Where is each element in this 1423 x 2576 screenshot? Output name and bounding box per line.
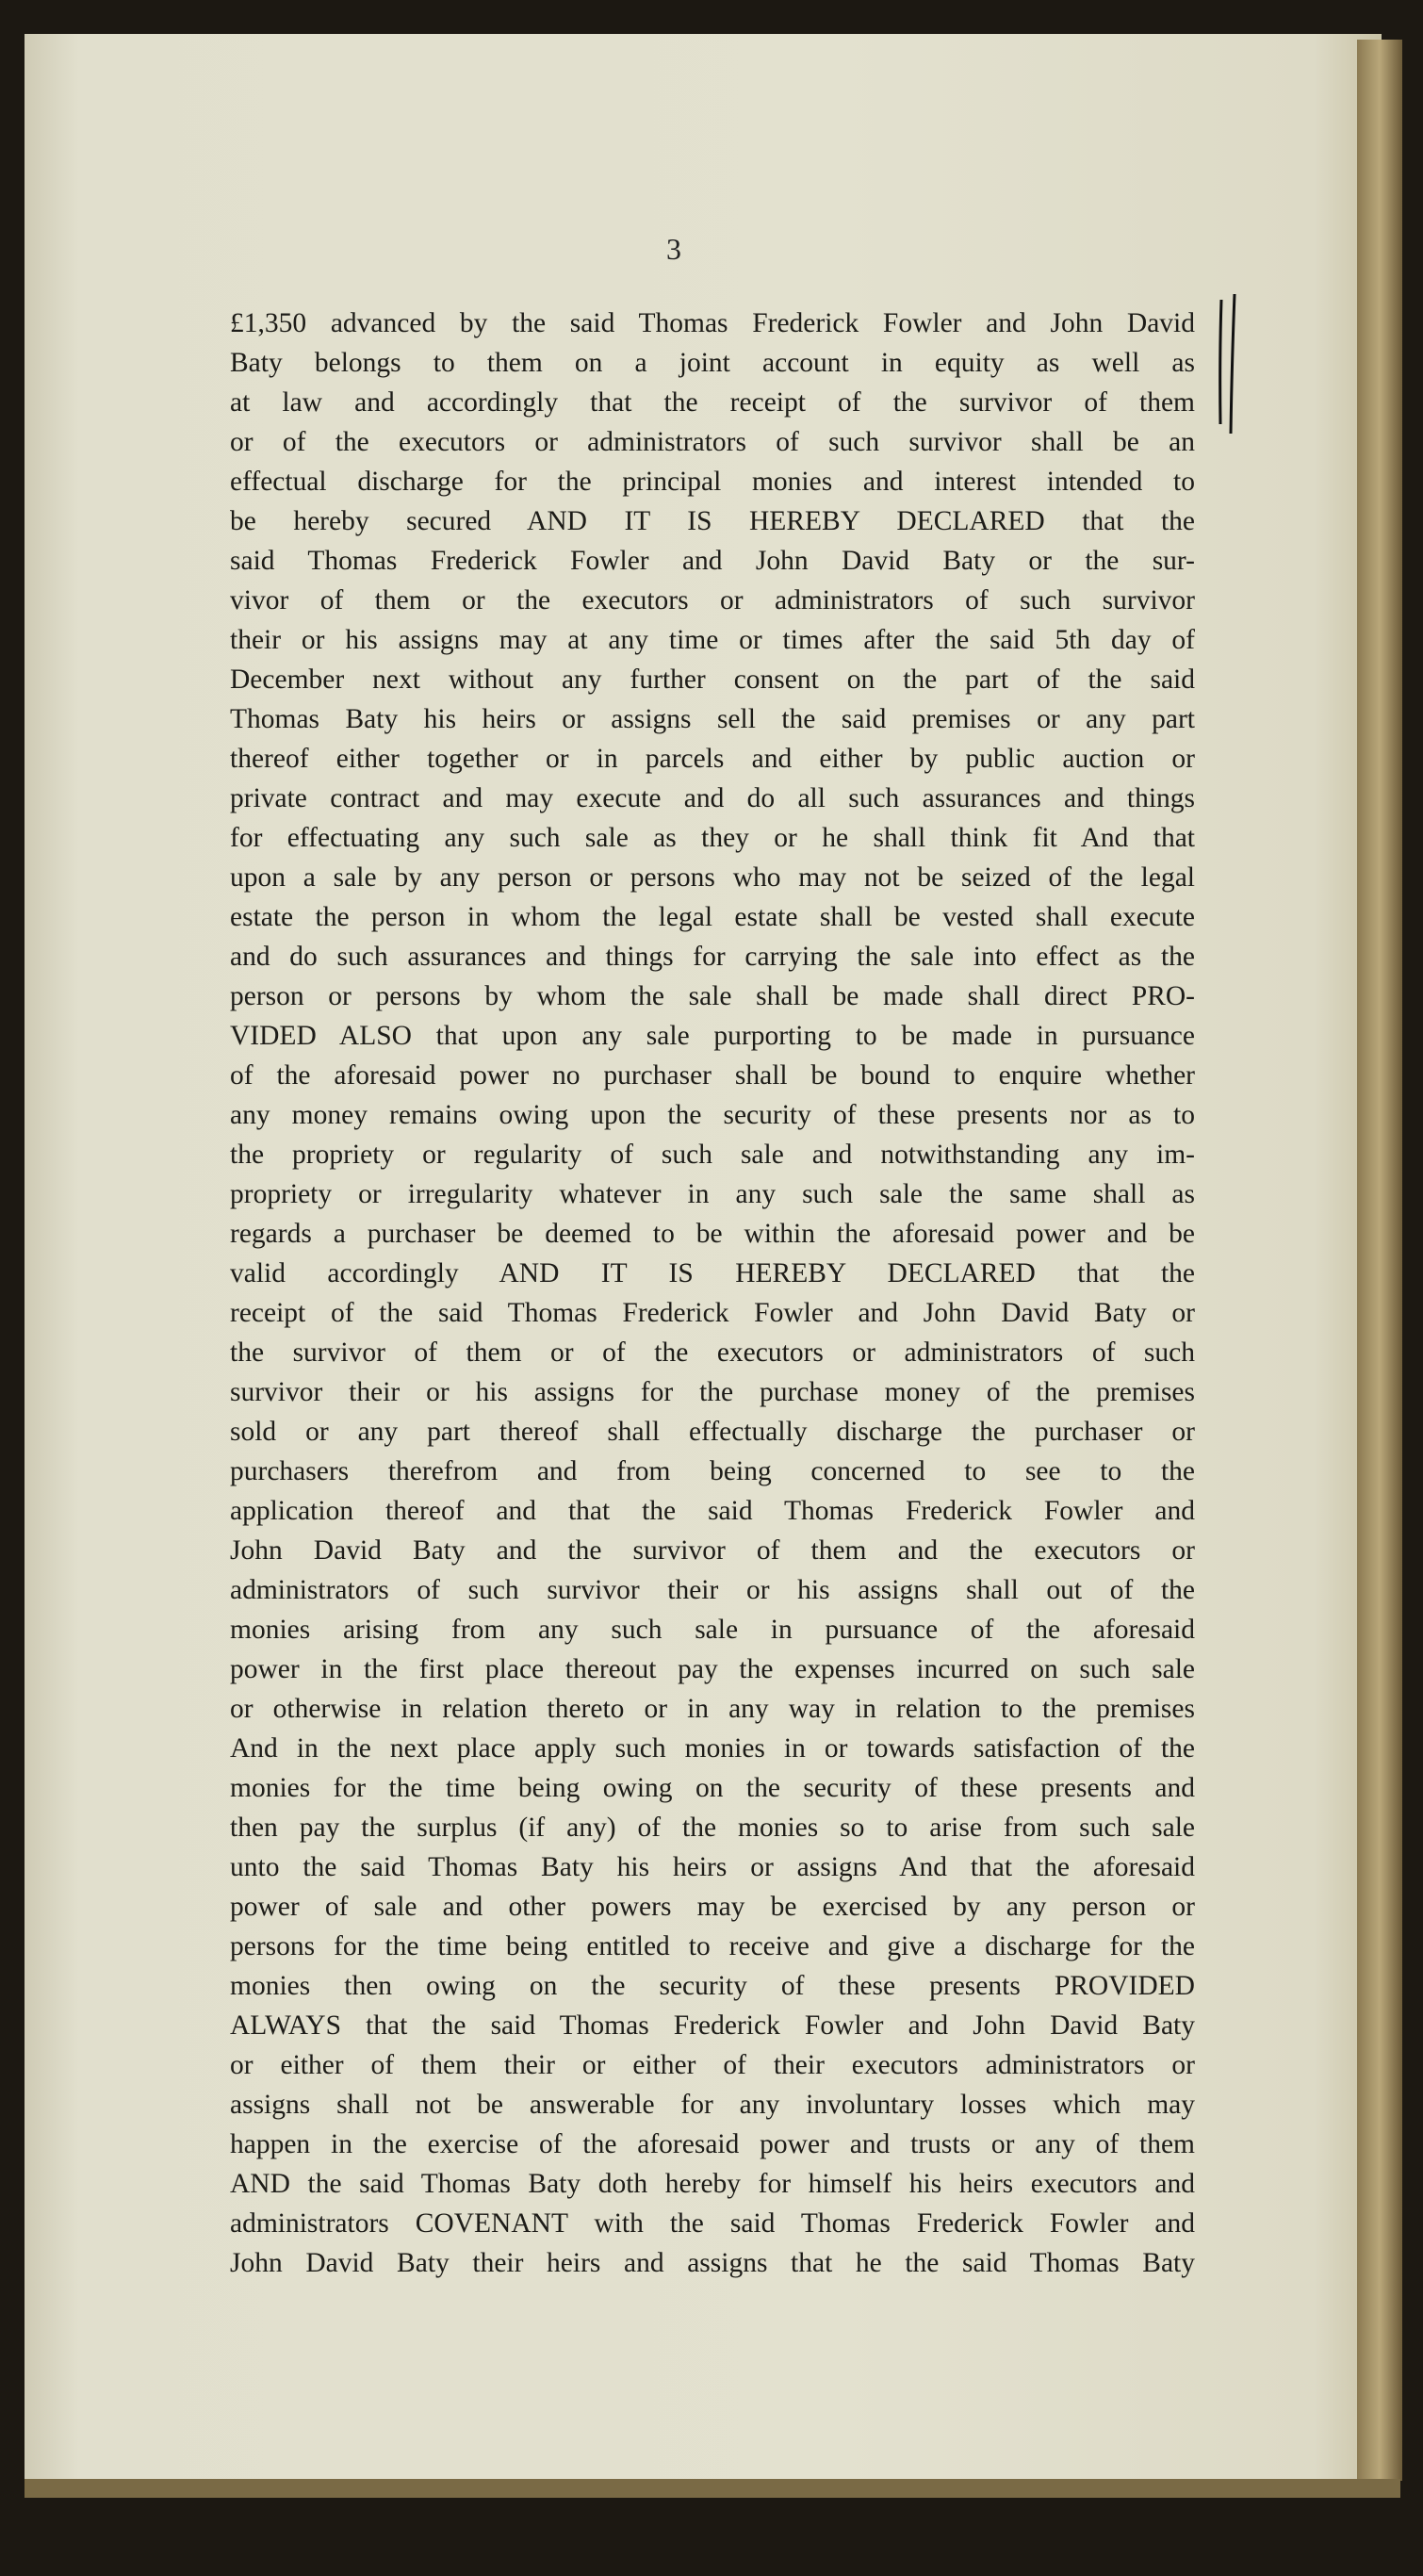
text-line: administrators COVENANT with the said Thomas Frederick Fowler and bbox=[230, 2208, 1195, 2239]
text-line: or of the executors or administrators of such survivor shall be an bbox=[230, 427, 1195, 457]
book-bottom-edge bbox=[25, 2479, 1400, 2498]
text-line: be hereby secured AND IT IS HEREBY DECLARED that the bbox=[230, 506, 1195, 536]
text-line: person or persons by whom the sale shall be made shall direct PRO- bbox=[230, 981, 1195, 1011]
text-line: survivor their or his assigns for the purchase money of the premises bbox=[230, 1377, 1195, 1407]
text-line: or otherwise in relation thereto or in any way in relation to the premises bbox=[230, 1694, 1195, 1724]
text-line: AND the said Thomas Baty doth hereby for himself his heirs executors and bbox=[230, 2169, 1195, 2199]
text-line: purchasers therefrom and from being concerned to see to the bbox=[230, 1456, 1195, 1486]
text-line: regards a purchaser be deemed to be within the aforesaid power and be bbox=[230, 1219, 1195, 1249]
text-line: VIDED ALSO that upon any sale purporting to be made in pursuance bbox=[230, 1021, 1195, 1051]
text-line: at law and accordingly that the receipt of the survivor of them bbox=[230, 387, 1195, 418]
text-line: persons for the time being entitled to receive and give a discharge for the bbox=[230, 1931, 1195, 1961]
text-line: of the aforesaid power no purchaser shall be bound to enquire whether bbox=[230, 1060, 1195, 1091]
text-line: then pay the surplus (if any) of the monies so to arise from such sale bbox=[230, 1813, 1195, 1843]
text-line: said Thomas Frederick Fowler and John David Baty or the sur- bbox=[230, 546, 1195, 576]
text-line: Baty belongs to them on a joint account in equity as well as bbox=[230, 348, 1195, 378]
text-line: £1,350 advanced by the said Thomas Frederick Fowler and John David bbox=[230, 308, 1195, 338]
text-line: assigns shall not be answerable for any involuntary losses which may bbox=[230, 2090, 1195, 2120]
text-line: Thomas Baty his heirs or assigns sell the said premises or any part bbox=[230, 704, 1195, 734]
text-line: monies for the time being owing on the security of these presents and bbox=[230, 1773, 1195, 1803]
page-edge bbox=[1357, 40, 1402, 2481]
text-line: thereof either together or in parcels and either by public auction or bbox=[230, 744, 1195, 774]
text-line: vivor of them or the executors or administrators of such survivor bbox=[230, 585, 1195, 615]
text-line: power of sale and other powers may be exercised by any person or bbox=[230, 1892, 1195, 1922]
text-line: receipt of the said Thomas Frederick Fowler and John David Baty or bbox=[230, 1298, 1195, 1328]
text-line: ALWAYS that the said Thomas Frederick Fowler and John David Baty bbox=[230, 2010, 1195, 2041]
text-line: happen in the exercise of the aforesaid power and trusts or any of them bbox=[230, 2129, 1195, 2159]
text-line: administrators of such survivor their or his assigns shall out of the bbox=[230, 1575, 1195, 1605]
text-line: private contract and may execute and do all such assurances and things bbox=[230, 783, 1195, 813]
text-line: the survivor of them or of the executors or administrators of such bbox=[230, 1337, 1195, 1368]
text-line: propriety or irregularity whatever in any such sale the same shall as bbox=[230, 1179, 1195, 1209]
text-line: monies arising from any such sale in pursuance of the aforesaid bbox=[230, 1615, 1195, 1645]
text-line: December next without any further consent on the part of the said bbox=[230, 665, 1195, 695]
text-line: and do such assurances and things for carrying the sale into effect as the bbox=[230, 942, 1195, 972]
text-line: And in the next place apply such monies in or towards satisfaction of the bbox=[230, 1733, 1195, 1764]
text-line: John David Baty and the survivor of them and the executors or bbox=[230, 1535, 1195, 1566]
text-line: any money remains owing upon the security of these presents nor as to bbox=[230, 1100, 1195, 1130]
text-line: sold or any part thereof shall effectually discharge the purchaser or bbox=[230, 1417, 1195, 1447]
text-line: application thereof and that the said Thomas Frederick Fowler and bbox=[230, 1496, 1195, 1526]
text-line: the propriety or regularity of such sale and notwithstanding any im- bbox=[230, 1140, 1195, 1170]
text-line: upon a sale by any person or persons who may not be seized of the legal bbox=[230, 862, 1195, 893]
text-line: or either of them their or either of their executors administrators or bbox=[230, 2050, 1195, 2080]
text-line: for effectuating any such sale as they or he shall think fit And that bbox=[230, 823, 1195, 853]
handwritten-margin-mark bbox=[1216, 292, 1240, 434]
document-body bbox=[230, 304, 1195, 2283]
text-line: John David Baty their heirs and assigns that he the said Thomas Baty bbox=[230, 2248, 1195, 2278]
text-line: effectual discharge for the principal monies and interest intended to bbox=[230, 467, 1195, 497]
text-line: valid accordingly AND IT IS HEREBY DECLARED that the bbox=[230, 1258, 1195, 1288]
text-line: power in the first place thereout pay the expenses incurred on such sale bbox=[230, 1654, 1195, 1684]
text-line: monies then owing on the security of these presents PROVIDED bbox=[230, 1971, 1195, 2001]
text-line: unto the said Thomas Baty his heirs or assigns And that the aforesaid bbox=[230, 1852, 1195, 1882]
text-line: their or his assigns may at any time or times after the said 5th day of bbox=[230, 625, 1195, 655]
page-number: 3 bbox=[666, 232, 681, 266]
text-line: estate the person in whom the legal estate shall be vested shall execute bbox=[230, 902, 1195, 932]
